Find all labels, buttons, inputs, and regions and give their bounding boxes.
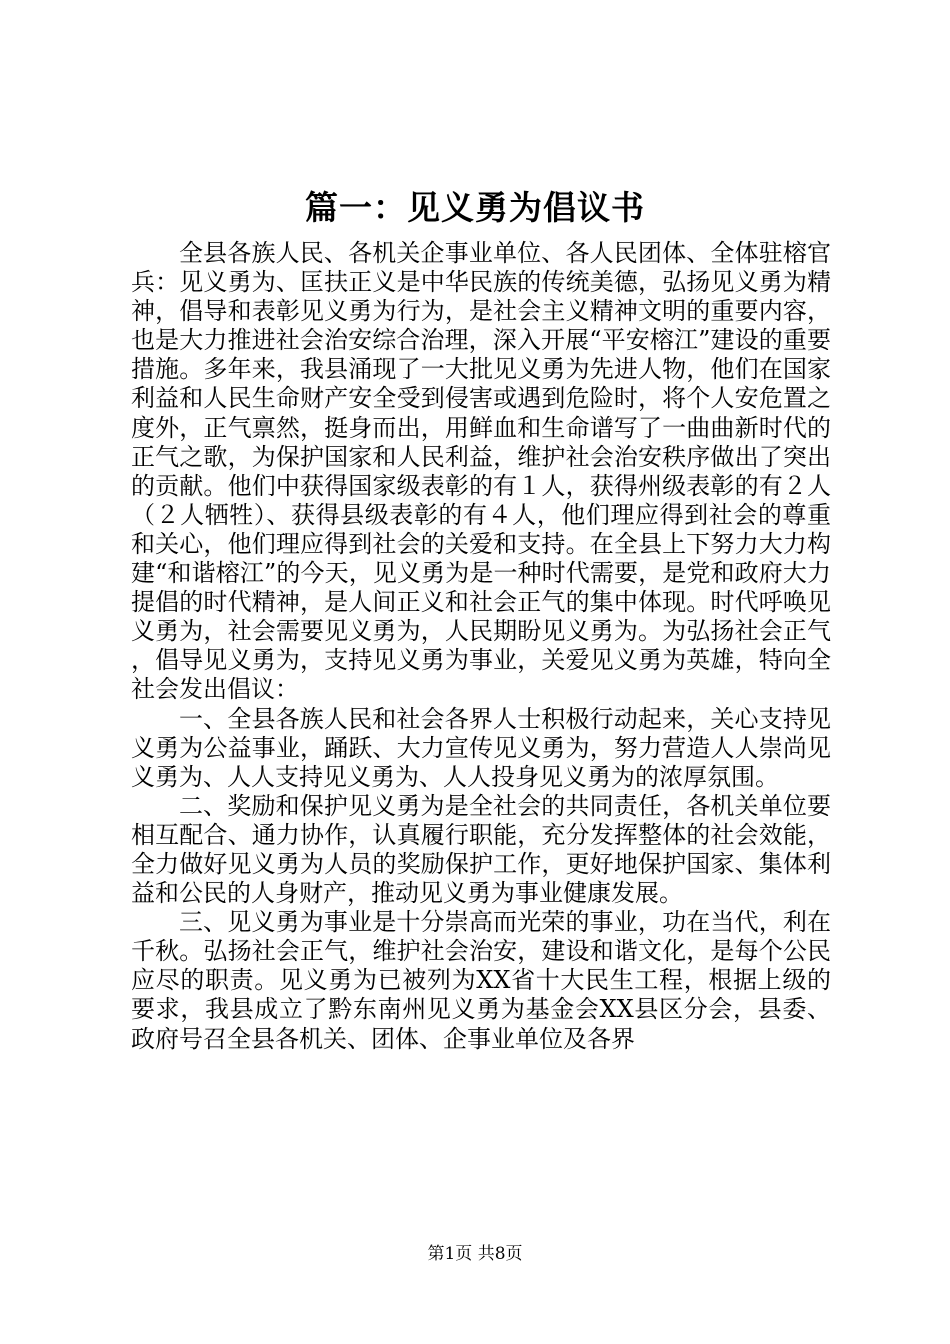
paragraph-intro: 全县各族人民、各机关企事业单位、各人民团体、全体驻榕官兵：见义勇为、匡扶正义是中华民族的传统美德，弘扬见义勇为精神，倡导和表彰见义勇为行为，是社会主义精神文明的重要内容，也是大力推进社会治安综合治理，深入开展“平安榕江”建设的重要措施。多年来，我县涌现了一大批见义勇为先进人物，他们在国家利益和人民生命财产安全受到侵害或遇到危险时，将个人安危置之度外，正气禀然，挺身而出，用鲜血和生命谱写了一曲曲新时代的正气之歌，为保护国家和人民利益，维护社会治安秩序做出了突出的贡献。他们中获得国家级表彰的有１人，获得州级表彰的有２人（２人牺牲）、获得县级表彰的有４人，他们理应得到社会的尊重和关心，他们理应得到社会的关爱和支持。在全县上下努力大力构建“和谐榕江”的今天，见义勇为是一种时代需要，是党和政府大力提倡的时代精神，是人间正义和社会正气的集中体现。时代呼唤见义勇为，社会需要见义勇为，人民期盼见义勇为。为弘扬社会正气，倡导见义勇为，支持见义勇为事业，关爱见义勇为英雄，特向全社会发出倡议： [131, 239, 831, 704]
page-number-footer: 第1页 共8页 [427, 1244, 523, 1264]
paragraph-item-2: 二、奖励和保护见义勇为是全社会的共同责任，各机关单位要相互配合、通力协作，认真履行职能，充分发挥整体的社会效能，全力做好见义勇为人员的奖励保护工作，更好地保护国家、集体利益和公民的人身财产，推动见义勇为事业健康发展。 [131, 791, 831, 908]
paragraph-item-1: 一、全县各族人民和社会各界人士积极行动起来，关心支持见义勇为公益事业，踊跃、大力宣传见义勇为，努力营造人人崇尚见义勇为、人人支持见义勇为、人人投身见义勇为的浓厚氛围。 [131, 704, 831, 791]
paragraph-item-3: 三、见义勇为事业是十分崇高而光荣的事业，功在当代，利在千秋。弘扬社会正气，维护社会治安，建设和谐文化，是每个公民应尽的职责。见义勇为已被列为XX省十大民生工程，根据上级的要求，我县成立了黔东南州见义勇为基金会XX县区分会，县委、政府号召全县各机关、团体、企事业单位及各界 [131, 908, 831, 1053]
document-body [131, 239, 831, 1054]
document-title: 篇一：见义勇为倡议书 [305, 188, 645, 227]
